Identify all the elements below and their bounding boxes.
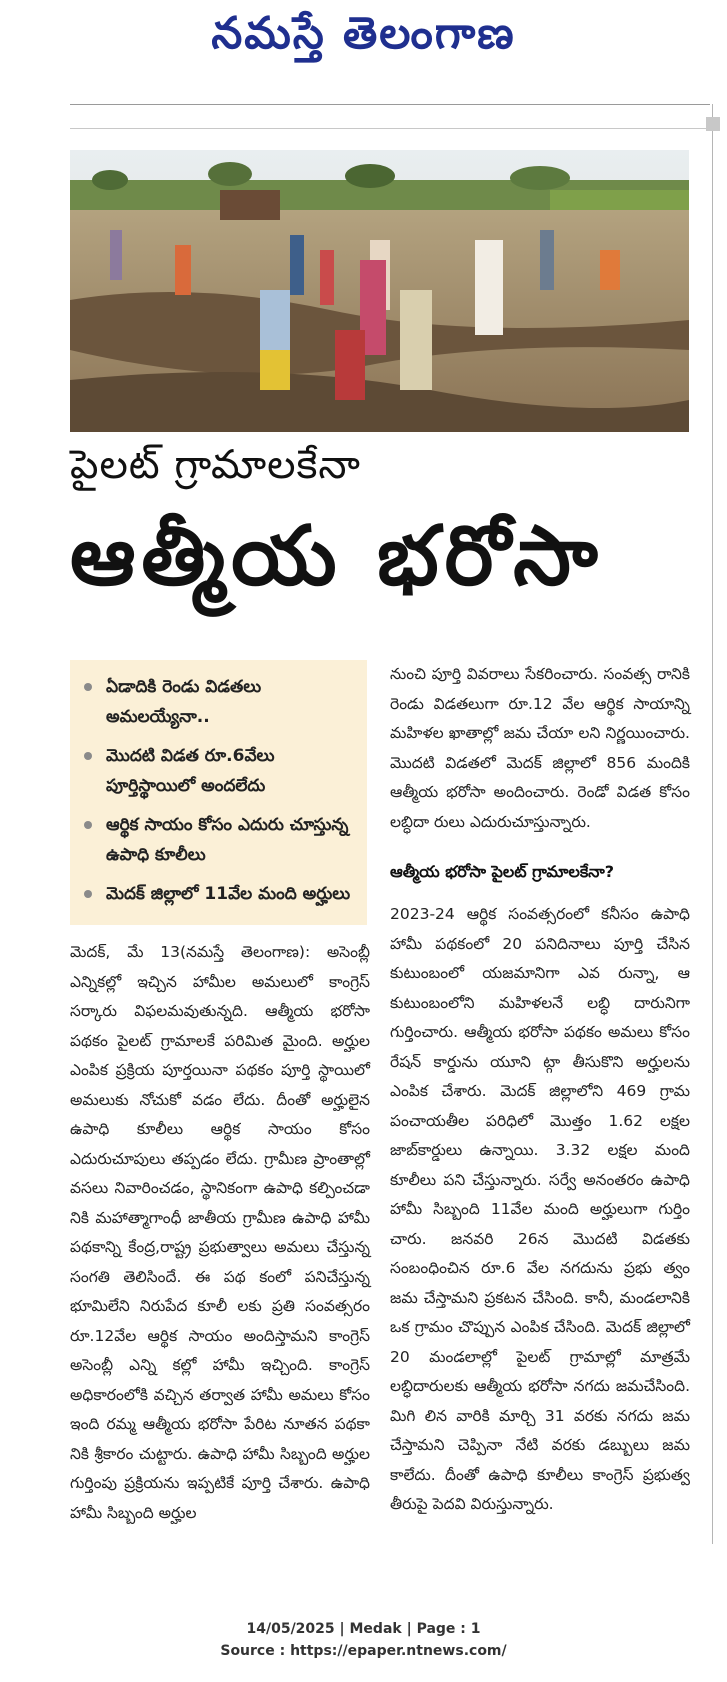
- highlight-item: [84, 741, 353, 801]
- headline-kicker: పైలట్ గ్రామాలకేనా: [70, 442, 361, 488]
- article-paragraph: నుంచి పూర్తి వివరాలు సేకరించారు. సంవత్స రానికి రెండు విడతలుగా రూ.12 వేల ఆర్థిక సాయాన్ని మహిళల ఖాతాల్లో జమ చేయా లని నిర్ణయించారు. మొదటి విడతలో మెదక్ జిల్లాలో 856 మందికి ఆత్మీయ భరోసా అందించారు. రెండో విడత కోసం లబ్ధిదా రులు ఎదురుచూస్తున్నారు.: [390, 665, 690, 831]
- article-paragraph: 2023-24 ఆర్థిక సంవత్సరంలో కనీసం ఉపాధి హామీ పథకంలో 20 పనిదినాలు పూర్తి చేసిన కుటుంబంలో యజమానిగా ఎవ రున్నా, ఆ కుటుంబంలోని మహిళలనే లబ్ధి దారునిగా గుర్తించారు. ఆత్మీయ భరోసా పథకం అమలు కోసం రేషన్ కార్డును యూని ట్గా తీసుకొని అర్హులను ఎంపిక చేశారు. మెదక్ జిల్లాలోని 469 గ్రామ పంచాయతీల పరిధిలో మొత్తం 1.62 లక్షల జాబ్‌కార్డులు ఉన్నాయి. 3.32 లక్షల మంది కూలీలు పని చేస్తున్నారు. సర్వే అనంతరం ఉపాధి హామీ సిబ్బంది 11వేల మంది అర్హులుగా గుర్తిం చారు. జనవరి 26న మొదటి విడతకు సంబంధించిన రూ.6 వేల నగదును ప్రభు త్వం జమ చేస్తామని ప్రకటన చేసింది. కానీ, మండలానికి ఒక గ్రామం చొప్పున ఎంపిక చేసింది. మెదక్ జిల్లాలో 20 మండలాల్లో పైలట్ గ్రామాల్లో మాత్రమే లబ్ధిదారులకు ఆత్మీయ భరోసా నగదు జమచేసింది. మిగి లిన వారికి మార్చి 31 వరకు నగదు జమ చేస్తామని చెప్పినా నేటి వరకు డబ్బులు జమ కాలేదు. దీంతో ఉపాధి కూలీలు కాంగ్రెస్ ప్రభుత్వ తీరుపై పెదవి విరుస్తున్నారు.: [390, 905, 690, 1513]
- top-rule-secondary: [70, 128, 710, 129]
- page-footer: [0, 1618, 727, 1662]
- highlight-item: [84, 879, 353, 909]
- footer-source-link[interactable]: Source : https://epaper.ntnews.com/: [220, 1643, 507, 1659]
- top-rule: [70, 104, 710, 105]
- headline-main: ఆత్మీయ భరోసా: [70, 509, 604, 604]
- right-rule: [712, 104, 713, 1544]
- article-column-left: [70, 938, 370, 1528]
- masthead-title: నమస్తే తెలంగాణ: [211, 8, 516, 59]
- highlight-text: మెదక్ జిల్లాలో 11వేల మంది అర్హులు: [106, 884, 351, 904]
- highlights-list: [84, 672, 353, 909]
- news-photo: [70, 150, 689, 432]
- article-paragraph: మెదక్, మే 13(నమస్తే తెలంగాణ): అసెంబ్లీ ఎన్నికల్లో ఇచ్చిన హామీల అమలులో కాంగ్రెస్ సర్కారు విఫలమవుతున్నది. ఆత్మీయ భరోసా పథకం పైలట్ గ్రామాలకే పరిమిత మైంది. అర్హుల ఎంపిక ప్రక్రియ పూర్తయినా పథకం పూర్తి స్థాయిలో అమలుకు నోచుకో వడం లేదు. దీంతో అర్హులైన ఉపాధి కూలీలు ఆర్థిక సాయం కోసం ఎదురుచూపులు తప్పడం లేదు. గ్రామీణ ప్రాంతాల్లో వసలు నివారించడం, స్థానికంగా ఉపాధి కల్పించడా నికి మహాత్మాగాంధీ జాతీయ గ్రామీణ ఉపాధి హామీ పథకాన్ని కేంద్ర,రాష్ట్ర ప్రభుత్వాలు అమలు చేస్తున్న సంగతి తెలిసిందే. ఈ పథ కంలో పనిచేస్తున్న భూమిలేని నిరుపేద కూలీ లకు ప్రతి సంవత్సరం రూ.12వేల ఆర్థిక సాయం అందిస్తామని కాంగ్రెస్ అసెంబ్లీ ఎన్ని కల్లో హామీ ఇచ్చింది. కాంగ్రెస్ అధికారంలోకి వచ్చిన తర్వాత హామీ అమలు కోసం ఇంది రమ్మ ఆత్మీయ భరోసా పేరిట నూతన పథకా నికి శ్రీకారం చుట్టారు. ఉపాధి హామీ సిబ్బంది అర్హుల గుర్తింపు ప్రక్రియను ఇప్పటికే పూర్తి చేశారు. ఉపాధి హామీ సిబ్బంది అర్హుల: [70, 943, 370, 1522]
- article-column-right-bottom: [390, 900, 690, 1520]
- bullet-icon: [84, 890, 92, 898]
- highlight-text: ఏడాదికి రెండు విడతలు అమలయ్యేనా..: [106, 677, 262, 727]
- highlight-text: ఆర్థిక సాయం కోసం ఎదురు చూస్తున్న ఉపాధి కూలీలు: [106, 815, 349, 865]
- bullet-icon: [84, 752, 92, 760]
- article-subheading: ఆత్మీయ భరోసా పైలట్ గ్రామాలకేనా?: [390, 862, 615, 881]
- bullet-icon: [84, 821, 92, 829]
- footer-date-line: 14/05/2025 | Medak | Page : 1: [246, 1621, 481, 1637]
- bullet-icon: [84, 683, 92, 691]
- article-column-right-top: [390, 660, 690, 837]
- corner-mark: [706, 117, 720, 131]
- highlight-text: మొదటి విడత రూ.6వేలు పూర్తిస్థాయిలో అందలేదు: [106, 746, 275, 796]
- photo-workers-image: [70, 150, 689, 432]
- highlight-item: [84, 672, 353, 732]
- highlight-item: [84, 810, 353, 870]
- highlights-box: [70, 660, 367, 925]
